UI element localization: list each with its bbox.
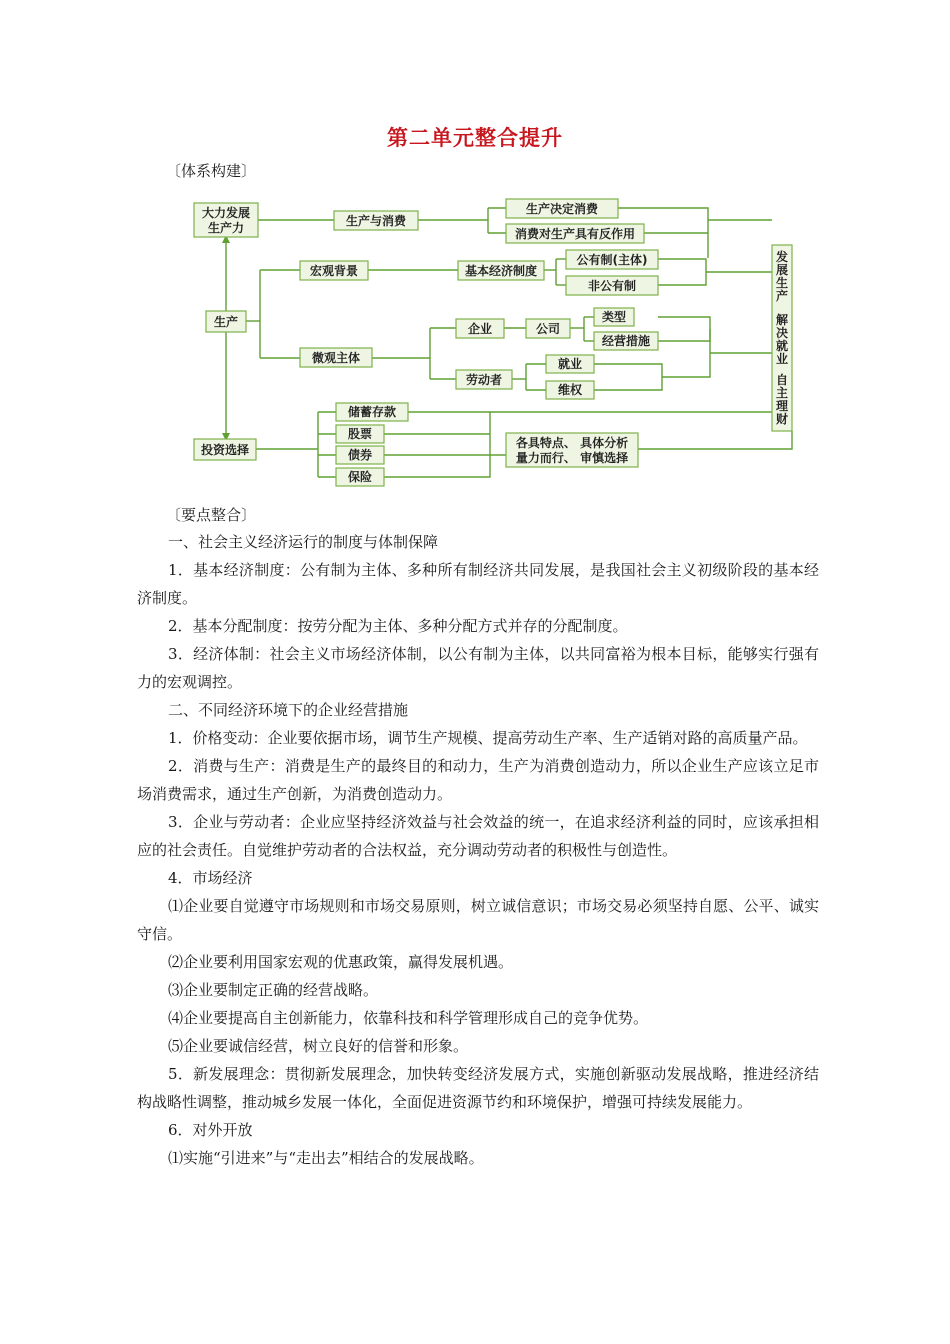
box-laborer: [456, 370, 512, 389]
box-stock: [336, 425, 384, 443]
paragraph: 5．新发展理念：贯彻新发展理念，加快转变经济发展方式，实施创新驱动发展战略，推进经济结构战略性调整，推动城乡发展一体化，全面促进资源节约和环境保护，增强可持续发展能力。: [137, 1065, 819, 1111]
svg-text:基本经济制度: 基本经济制度: [464, 264, 538, 278]
paragraph: 4．市场经济: [168, 869, 253, 887]
paragraph: ⑶企业要制定正确的经营战略。: [168, 981, 379, 999]
svg-text:发: 发: [775, 250, 789, 264]
svg-text:非公有制: 非公有制: [587, 279, 637, 293]
paragraph: 1．价格变动：企业要依据市场，调节生产规模、提高劳动生产率、生产适销对路的高质量产品。: [168, 729, 808, 747]
svg-text:生产与消费: 生产与消费: [345, 214, 407, 228]
svg-text:股票: 股票: [347, 427, 373, 441]
svg-text:微观主体: 微观主体: [311, 351, 361, 365]
svg-text:大力发展: 大力发展: [201, 206, 251, 220]
section-points-label: 〔要点整合〕: [166, 506, 257, 524]
box-develop: [194, 203, 258, 237]
heading-2: 二、不同经济环境下的企业经营措施: [168, 701, 409, 719]
paragraph: ⑷企业要提高自主创新能力，依靠科技和科学管理形成自己的竞争优势。: [168, 1009, 649, 1027]
svg-text:消费对生产具有反作用: 消费对生产具有反作用: [514, 227, 636, 241]
box-nonpublic: [566, 276, 658, 295]
paragraph: 2．基本分配制度：按劳分配为主体、多种分配方式并存的分配制度。: [168, 617, 628, 635]
box-insurance: [336, 468, 384, 486]
svg-text:投资选择: 投资选择: [200, 443, 250, 457]
box-employment: [546, 355, 594, 373]
box-savings: [336, 403, 408, 421]
svg-text:决: 决: [775, 326, 789, 340]
svg-text:业: 业: [775, 352, 789, 366]
box-company: [526, 319, 570, 338]
paragraph: 3．企业与劳动者：企业应坚持经济效益与社会效益的统一，在追求经济利益的同时，应该承担相应的社会责任。自觉维护劳动者的合法权益，充分调动劳动者的积极性与创造性。: [137, 813, 819, 859]
svg-text:各具特点、 具体分析: 各具特点、 具体分析: [515, 436, 629, 450]
svg-text:维权: 维权: [557, 383, 583, 397]
svg-text:类型: 类型: [601, 310, 627, 324]
box-production: [206, 311, 246, 332]
section-system-label: 〔体系构建〕: [166, 162, 257, 180]
svg-text:企业: 企业: [467, 322, 493, 336]
svg-text:主: 主: [775, 386, 789, 400]
box-prod-cons: [334, 211, 418, 230]
side-bar-goals: [772, 245, 792, 431]
box-enterprise: [456, 319, 504, 338]
svg-text:生产力: 生产力: [207, 221, 245, 235]
svg-text:保险: 保险: [347, 470, 373, 484]
page-title: 第二单元整合提升: [387, 126, 563, 150]
heading-1: 一、社会主义经济运行的制度与体制保障: [168, 533, 439, 551]
svg-text:生产: 生产: [213, 315, 239, 329]
svg-text:展: 展: [775, 263, 789, 277]
svg-text:劳动者: 劳动者: [465, 373, 503, 387]
box-rights: [546, 381, 594, 399]
svg-text:生产决定消费: 生产决定消费: [525, 202, 599, 216]
box-macro: [300, 261, 368, 280]
concept-diagram: [176, 183, 796, 493]
svg-text:就业: 就业: [557, 357, 583, 371]
svg-text:财: 财: [775, 412, 789, 426]
paragraph: 6．对外开放: [168, 1121, 253, 1139]
svg-text:生: 生: [775, 276, 789, 290]
box-type: [594, 308, 634, 326]
box-bond: [336, 446, 384, 464]
paragraph: ⑵企业要利用国家宏观的优惠政策，赢得发展机遇。: [168, 953, 514, 971]
box-prod-decides: [506, 199, 618, 218]
svg-text:债券: 债券: [347, 448, 373, 462]
svg-text:公司: 公司: [535, 322, 561, 336]
paragraph: 2．消费与生产：消费是生产的最终目的和动力，生产为消费创造动力，所以企业生产应该立足市场消费需求，通过生产创新，为消费创造动力。: [137, 757, 819, 803]
svg-text:量力而行、 审慎选择: 量力而行、 审慎选择: [515, 451, 629, 465]
svg-text:理: 理: [775, 399, 789, 413]
box-invest: [194, 439, 256, 460]
box-micro: [300, 348, 372, 367]
paragraph: 1．基本经济制度：公有制为主体、多种所有制经济共同发展，是我国社会主义初级阶段的基本经济制度。: [137, 561, 819, 607]
svg-text:宏观背景: 宏观背景: [309, 264, 359, 278]
paragraph: ⑴企业要自觉遵守市场规则和市场交易原则，树立诚信意识；市场交易必须坚持自愿、公平、诚实守信。: [137, 897, 819, 943]
svg-text:经营措施: 经营措施: [601, 334, 651, 348]
paragraph: 3．经济体制：社会主义市场经济体制，以公有制为主体，以共同富裕为根本目标，能够实行强有力的宏观调控。: [137, 645, 819, 691]
svg-text:自: 自: [775, 373, 789, 387]
paragraph: ⑴实施“引进来”与“走出去”相结合的发展战略。: [168, 1149, 484, 1167]
box-public: [566, 250, 658, 269]
box-measures: [594, 332, 658, 350]
box-basic-system: [458, 261, 544, 280]
paragraph: ⑸企业要诚信经营，树立良好的信誉和形象。: [168, 1037, 469, 1055]
svg-text:就: 就: [775, 339, 789, 353]
box-features: [506, 433, 638, 467]
svg-text:解: 解: [775, 313, 789, 327]
main-text: [137, 528, 819, 1172]
box-cons-react: [506, 224, 644, 243]
svg-text:储蓄存款: 储蓄存款: [347, 405, 397, 419]
svg-text:公有制(主体): 公有制(主体): [576, 253, 648, 267]
svg-text:产: 产: [775, 289, 789, 303]
